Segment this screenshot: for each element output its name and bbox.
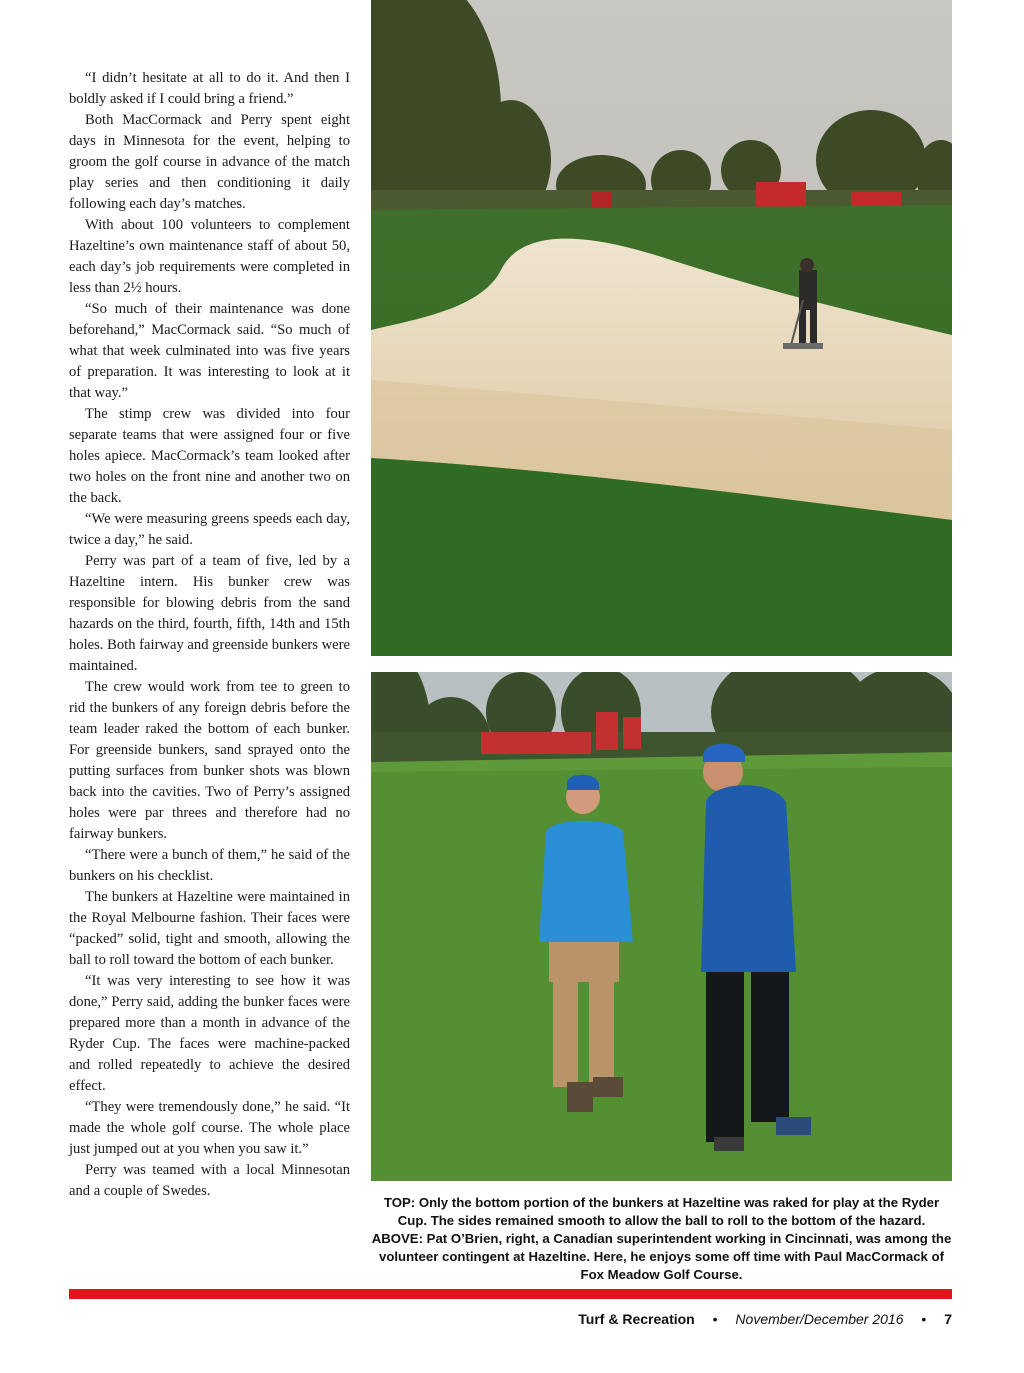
article-paragraph: “We were measuring greens speeds each day, twice a day,” he said. — [69, 511, 350, 548]
article-paragraph: “They were tremendously done,” he said. “It made the whole golf course. The whole place just jumped out at you when you saw it.” — [69, 1099, 350, 1157]
publication-name: Turf & Recreation — [578, 1311, 695, 1327]
volunteers-photo — [371, 672, 952, 1181]
caption-above: ABOVE: Pat O’Brien, right, a Canadian superintendent working in Cincinnati, was among the volunteer contingent at Hazeltine. Here, he enjoys some off time with Paul MacCormack of Fox Meadow Golf Course. — [371, 1231, 952, 1282]
article-paragraph: “I didn’t hesitate at all to do it. And then I boldly asked if I could bring a friend.” — [69, 70, 350, 107]
footer-bullet: • — [712, 1311, 718, 1327]
footer-bullet: • — [921, 1311, 927, 1327]
article-body — [69, 68, 350, 1202]
article-paragraph: Both MacCormack and Perry spent eight days in Minnesota for the event, helping to groom the golf course in advance of the match play series and then conditioning it daily following each day’s matches. — [69, 112, 350, 212]
article-paragraph: The bunkers at Hazeltine were maintained in the Royal Melbourne fashion. Their faces were “packed” solid, tight and smooth, allowing the ball to roll toward the bottom of each bunker. — [69, 889, 350, 968]
issue-date: November/December 2016 — [735, 1311, 904, 1327]
page-footer — [578, 1311, 952, 1327]
bunker-photo — [371, 0, 952, 656]
footer-divider — [69, 1289, 952, 1299]
article-paragraph: With about 100 volunteers to complement Hazeltine’s own maintenance staff of about 50, each day’s job requirements were completed in less than 2½ hours. — [69, 217, 350, 296]
article-paragraph: The crew would work from tee to green to rid the bunkers of any foreign debris before the team leader raked the bottom of each bunker. For greenside bunkers, sand sprayed onto the putting surfaces from bunker shots was blown back into the cavities. Two of Perry’s assigned holes were par threes and therefore had no fairway bunkers. — [69, 679, 350, 842]
article-paragraph: The stimp crew was divided into four separate teams that were assigned four or five holes apiece. MacCormack’s team looked after two holes on the front nine and another two on the back. — [69, 406, 350, 506]
page-number: 7 — [944, 1311, 952, 1327]
article-paragraph: “So much of their maintenance was done beforehand,” MacCormack said. “So much of what that week culminated into was five years of preparation. It was interesting to look at it that way.” — [69, 301, 350, 401]
article-paragraph: “There were a bunch of them,” he said of the bunkers on his checklist. — [69, 847, 350, 884]
photo-caption — [371, 1194, 952, 1284]
caption-top: TOP: Only the bottom portion of the bunkers at Hazeltine was raked for play at the Ryder Cup. The sides remained smooth to allow the ball to roll to the bottom of the hazard. — [383, 1195, 940, 1228]
article-paragraph: “It was very interesting to see how it was done,” Perry said, adding the bunker faces were prepared more than a month in advance of the Ryder Cup. The faces were machine-packed and rolled repeatedly to achieve the desired effect. — [69, 973, 350, 1094]
article-paragraph: Perry was part of a team of five, led by a Hazeltine intern. His bunker crew was responsible for blowing debris from the sand hazards on the third, fourth, fifth, 14th and 15th holes. Both fairway and greenside bunkers were maintained. — [69, 553, 350, 674]
volunteers-photo-illustration — [371, 672, 952, 1181]
bunker-photo-illustration — [371, 0, 952, 656]
article-paragraph: Perry was teamed with a local Minnesotan and a couple of Swedes. — [69, 1162, 350, 1199]
